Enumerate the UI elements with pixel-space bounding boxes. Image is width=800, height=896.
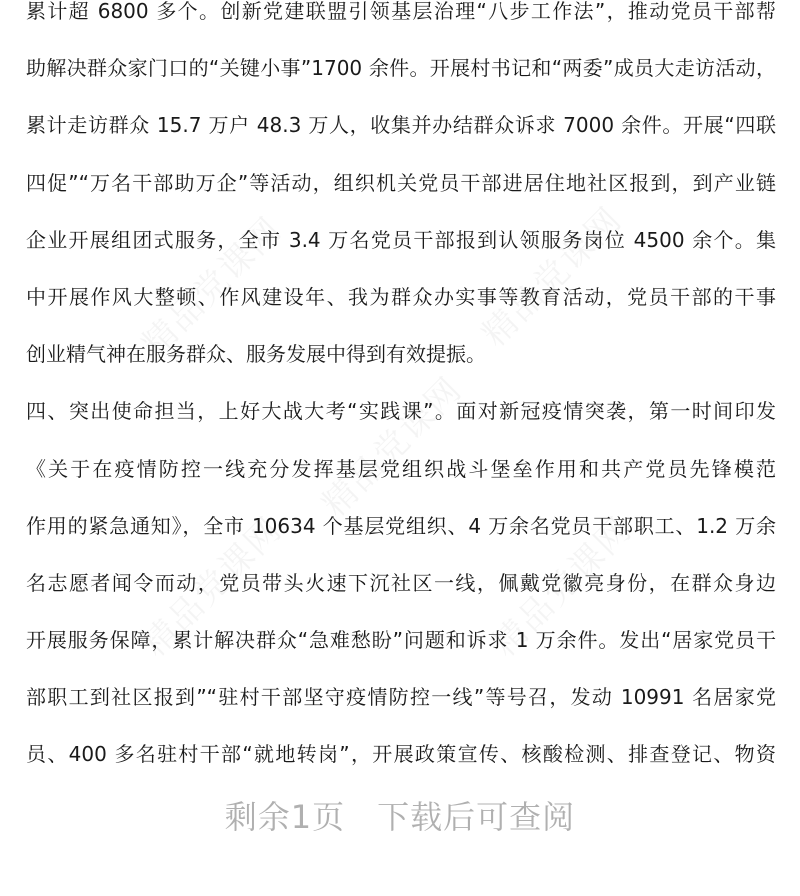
text-line: 员、400 多名驻村干部“就地转岗”，开展政策宣传、核酸检测、排查登记、物资	[26, 742, 776, 767]
text-line: 开展服务保障，累计解决群众“急难愁盼”问题和诉求 1 万余件。发出“居家党员干	[26, 628, 776, 653]
text-line: 中开展作风大整顿、作风建设年、我为群众办实事等教育活动，党员干部的干事	[26, 284, 776, 309]
document-body	[26, 0, 776, 784]
text-line: 部职工到社区报到”“驻村干部坚守疫情防控一线”等号召，发动 10991 名居家党	[26, 685, 776, 710]
text-line: 助解决群众家门口的“关键小事”1700 余件。开展村书记和“两委”成员大走访活动，	[26, 56, 776, 81]
text-line: 《关于在疫情防控一线充分发挥基层党组织战斗堡垒作用和共产党员先锋模范	[26, 456, 776, 481]
text-line: 四、突出使命担当，上好大战大考“实践课”。面对新冠疫情突袭，第一时间印发	[26, 399, 776, 424]
text-line: 四促”“万名干部助万企”等活动，组织机关党员干部进居住地社区报到，到产业链	[26, 170, 776, 195]
remaining-pages-count: 剩余1页	[224, 798, 346, 836]
text-line: 累计走访群众 15.7 万户 48.3 万人，收集并办结群众诉求 7000 余件。开展“四联	[26, 113, 776, 138]
text-line: 累计超 6800 多个。创新党建联盟引领基层治理“八步工作法”，推动党员干部帮	[26, 0, 776, 23]
text-line: 作用的紧急通知》，全市 10634 个基层党组织、4 万余名党员干部职工、1.2 万余	[26, 513, 776, 538]
text-line: 创业精气神在服务群众、服务发展中得到有效提振。	[26, 342, 486, 367]
text-line: 企业开展组团式服务，全市 3.4 万名党员干部报到认领服务岗位 4500 余个。集	[26, 227, 776, 252]
remaining-pages-notice[interactable]	[0, 792, 800, 838]
download-to-view-label: 下载后可查阅	[377, 798, 576, 836]
text-line: 名志愿者闻令而动，党员带头火速下沉社区一线，佩戴党徽亮身份，在群众身边	[26, 570, 776, 595]
